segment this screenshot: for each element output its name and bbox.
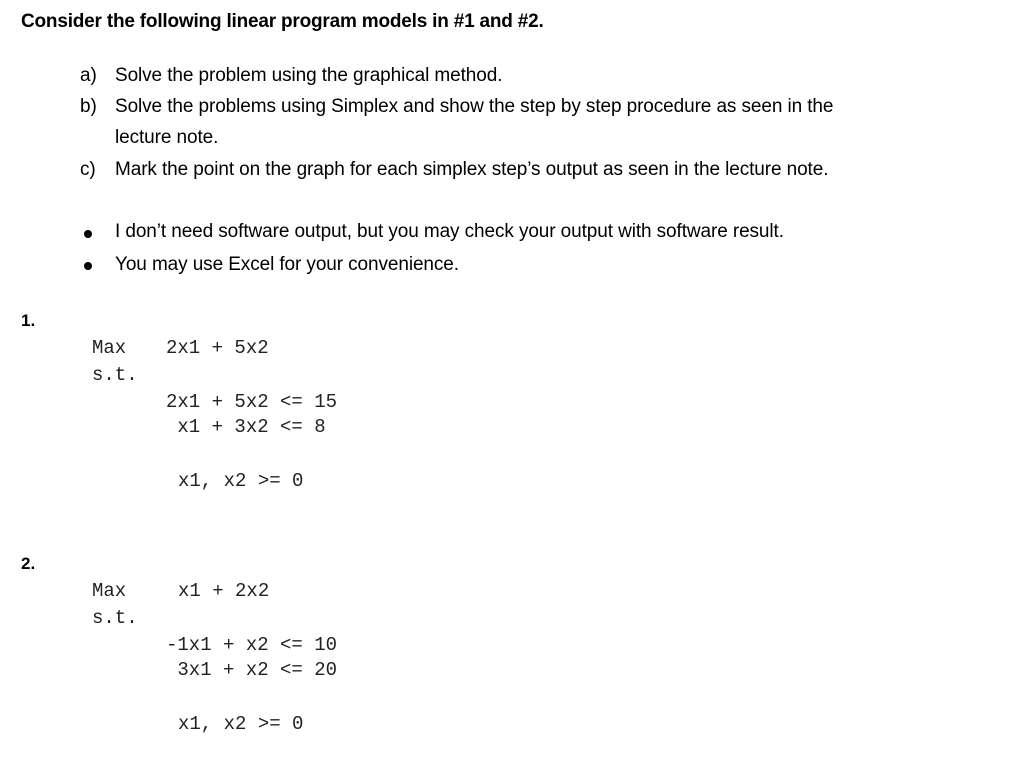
page-heading: Consider the following linear program models in #1 and #2. (21, 11, 544, 32)
task-b-text-line1: Solve the problems using Simplex and show the step by step procedure as seen in the (115, 96, 834, 117)
problem-2-nonnegativity: x1, x2 >= 0 (178, 713, 304, 735)
bullet-icon (84, 262, 92, 270)
bullet-icon (84, 230, 92, 238)
task-c-marker: c) (80, 159, 96, 180)
problem-1-constraint-2: x1 + 3x2 <= 8 (166, 416, 326, 438)
problem-1-max-keyword: Max (92, 337, 127, 359)
task-a-text: Solve the problem using the graphical method. (115, 65, 503, 86)
problem-1-objective: 2x1 + 5x2 (166, 337, 269, 359)
problem-2-objective: x1 + 2x2 (178, 580, 270, 602)
problem-1-number: 1. (21, 311, 36, 330)
problem-1-constraint-1: 2x1 + 5x2 <= 15 (166, 391, 338, 413)
problem-1-st: s.t. (92, 364, 138, 386)
task-a-marker: a) (80, 65, 97, 86)
problem-2-number: 2. (21, 554, 36, 573)
task-b-text-line2: lecture note. (115, 127, 219, 148)
problem-2-constraint-2: 3x1 + x2 <= 20 (166, 659, 338, 681)
note-software: I don’t need software output, but you may check your output with software result. (115, 221, 784, 242)
problem-2-max-keyword: Max (92, 580, 127, 602)
problem-2-st: s.t. (92, 607, 138, 629)
problem-2-constraint-1: -1x1 + x2 <= 10 (166, 634, 338, 656)
note-excel: You may use Excel for your convenience. (115, 254, 459, 275)
problem-1-nonnegativity: x1, x2 >= 0 (178, 470, 304, 492)
task-c-text: Mark the point on the graph for each simplex step’s output as seen in the lecture note. (115, 159, 829, 180)
task-b-marker: b) (80, 96, 97, 117)
